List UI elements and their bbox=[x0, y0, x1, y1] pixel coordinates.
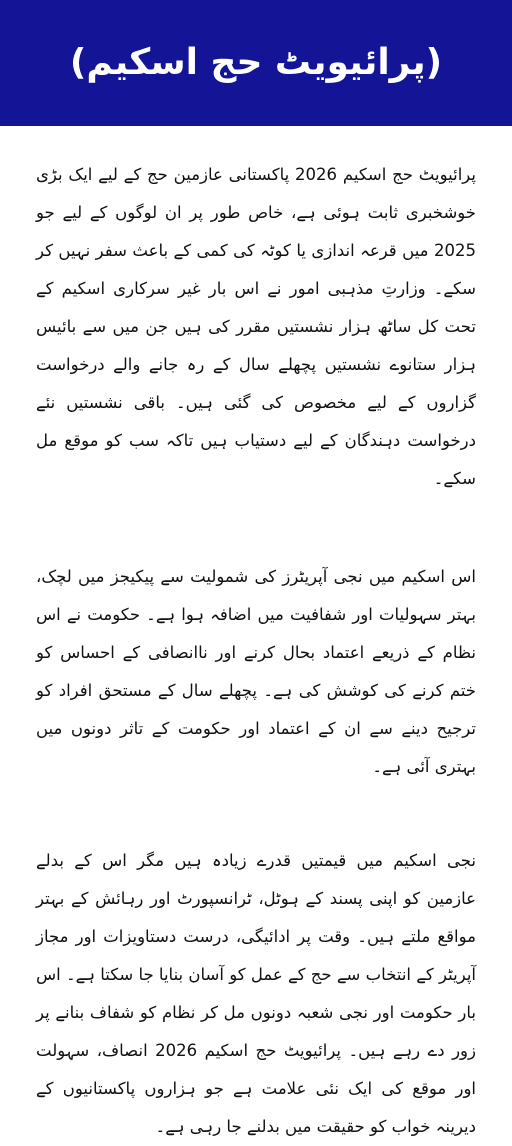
paragraph-1: پرائیویٹ حج اسکیم 2026 پاکستانی عازمین حج کے لیے ایک بڑی خوشخبری ثابت ہوئی ہے، خاص طور پر ان لوگوں کے لیے جو 2025 میں قرعہ اندازی یا کوٹہ کی کمی کے باعث سفر نہیں کر سکے۔ وزارتِ مذہبی امور نے اس بار غیر سرکاری اسکیم کے تحت کل ساٹھ ہزار نشستیں مقرر کی ہیں جن میں سے بائیس ہزار ستانوے نشستیں پچھلے سال کے رہ جانے والے درخواست گزاروں کے لیے مخصوص کی گئی ہیں۔ باقی نشستیں نئے درخواست دہندگان کے لیے دستیاب ہیں تاکہ سب کو موقع مل سکے۔ bbox=[36, 165, 476, 488]
paragraph-3: نجی اسکیم میں قیمتیں قدرے زیادہ ہیں مگر اس کے بدلے عازمین کو اپنی پسند کے ہوٹل، ٹرانسپورٹ اور رہائش کے بہتر مواقع ملتے ہیں۔ وقت پر ادائیگی، درست دستاویزات اور مجاز آپریٹر کے انتخاب سے حج کے عمل کو آسان بنایا جا سکتا ہے۔ اس بار حکومت اور نجی شعبہ دونوں مل کر نظام کو شفاف بنانے پر زور دے رہے ہیں۔ پرائیویٹ حج اسکیم 2026 انصاف، سہولت اور موقع کی ایک نئی علامت ہے جو ہزاروں پاکستانیوں کے دیرینہ خواب کو حقیقت میں بدلنے جا رہی ہے۔ bbox=[36, 851, 476, 1136]
paragraph-2: اس اسکیم میں نجی آپریٹرز کی شمولیت سے پیکیجز میں لچک، بہتر سہولیات اور شفافیت میں اضافہ ہوا ہے۔ حکومت نے اس نظام کے ذریعے اعتماد بحال کرنے اور ناانصافی کے احساس کو ختم کرنے کی کوشش کی ہے۔ پچھلے سال کے مستحق افراد کو ترجیح دینے سے ان کے اعتماد اور حکومت کے تاثر دونوں میں بہتری آئی ہے۔ bbox=[36, 567, 476, 776]
page-title: (پرائیویٹ حج اسکیم) bbox=[69, 42, 443, 83]
title-banner bbox=[0, 0, 512, 126]
article-body bbox=[0, 126, 512, 1146]
